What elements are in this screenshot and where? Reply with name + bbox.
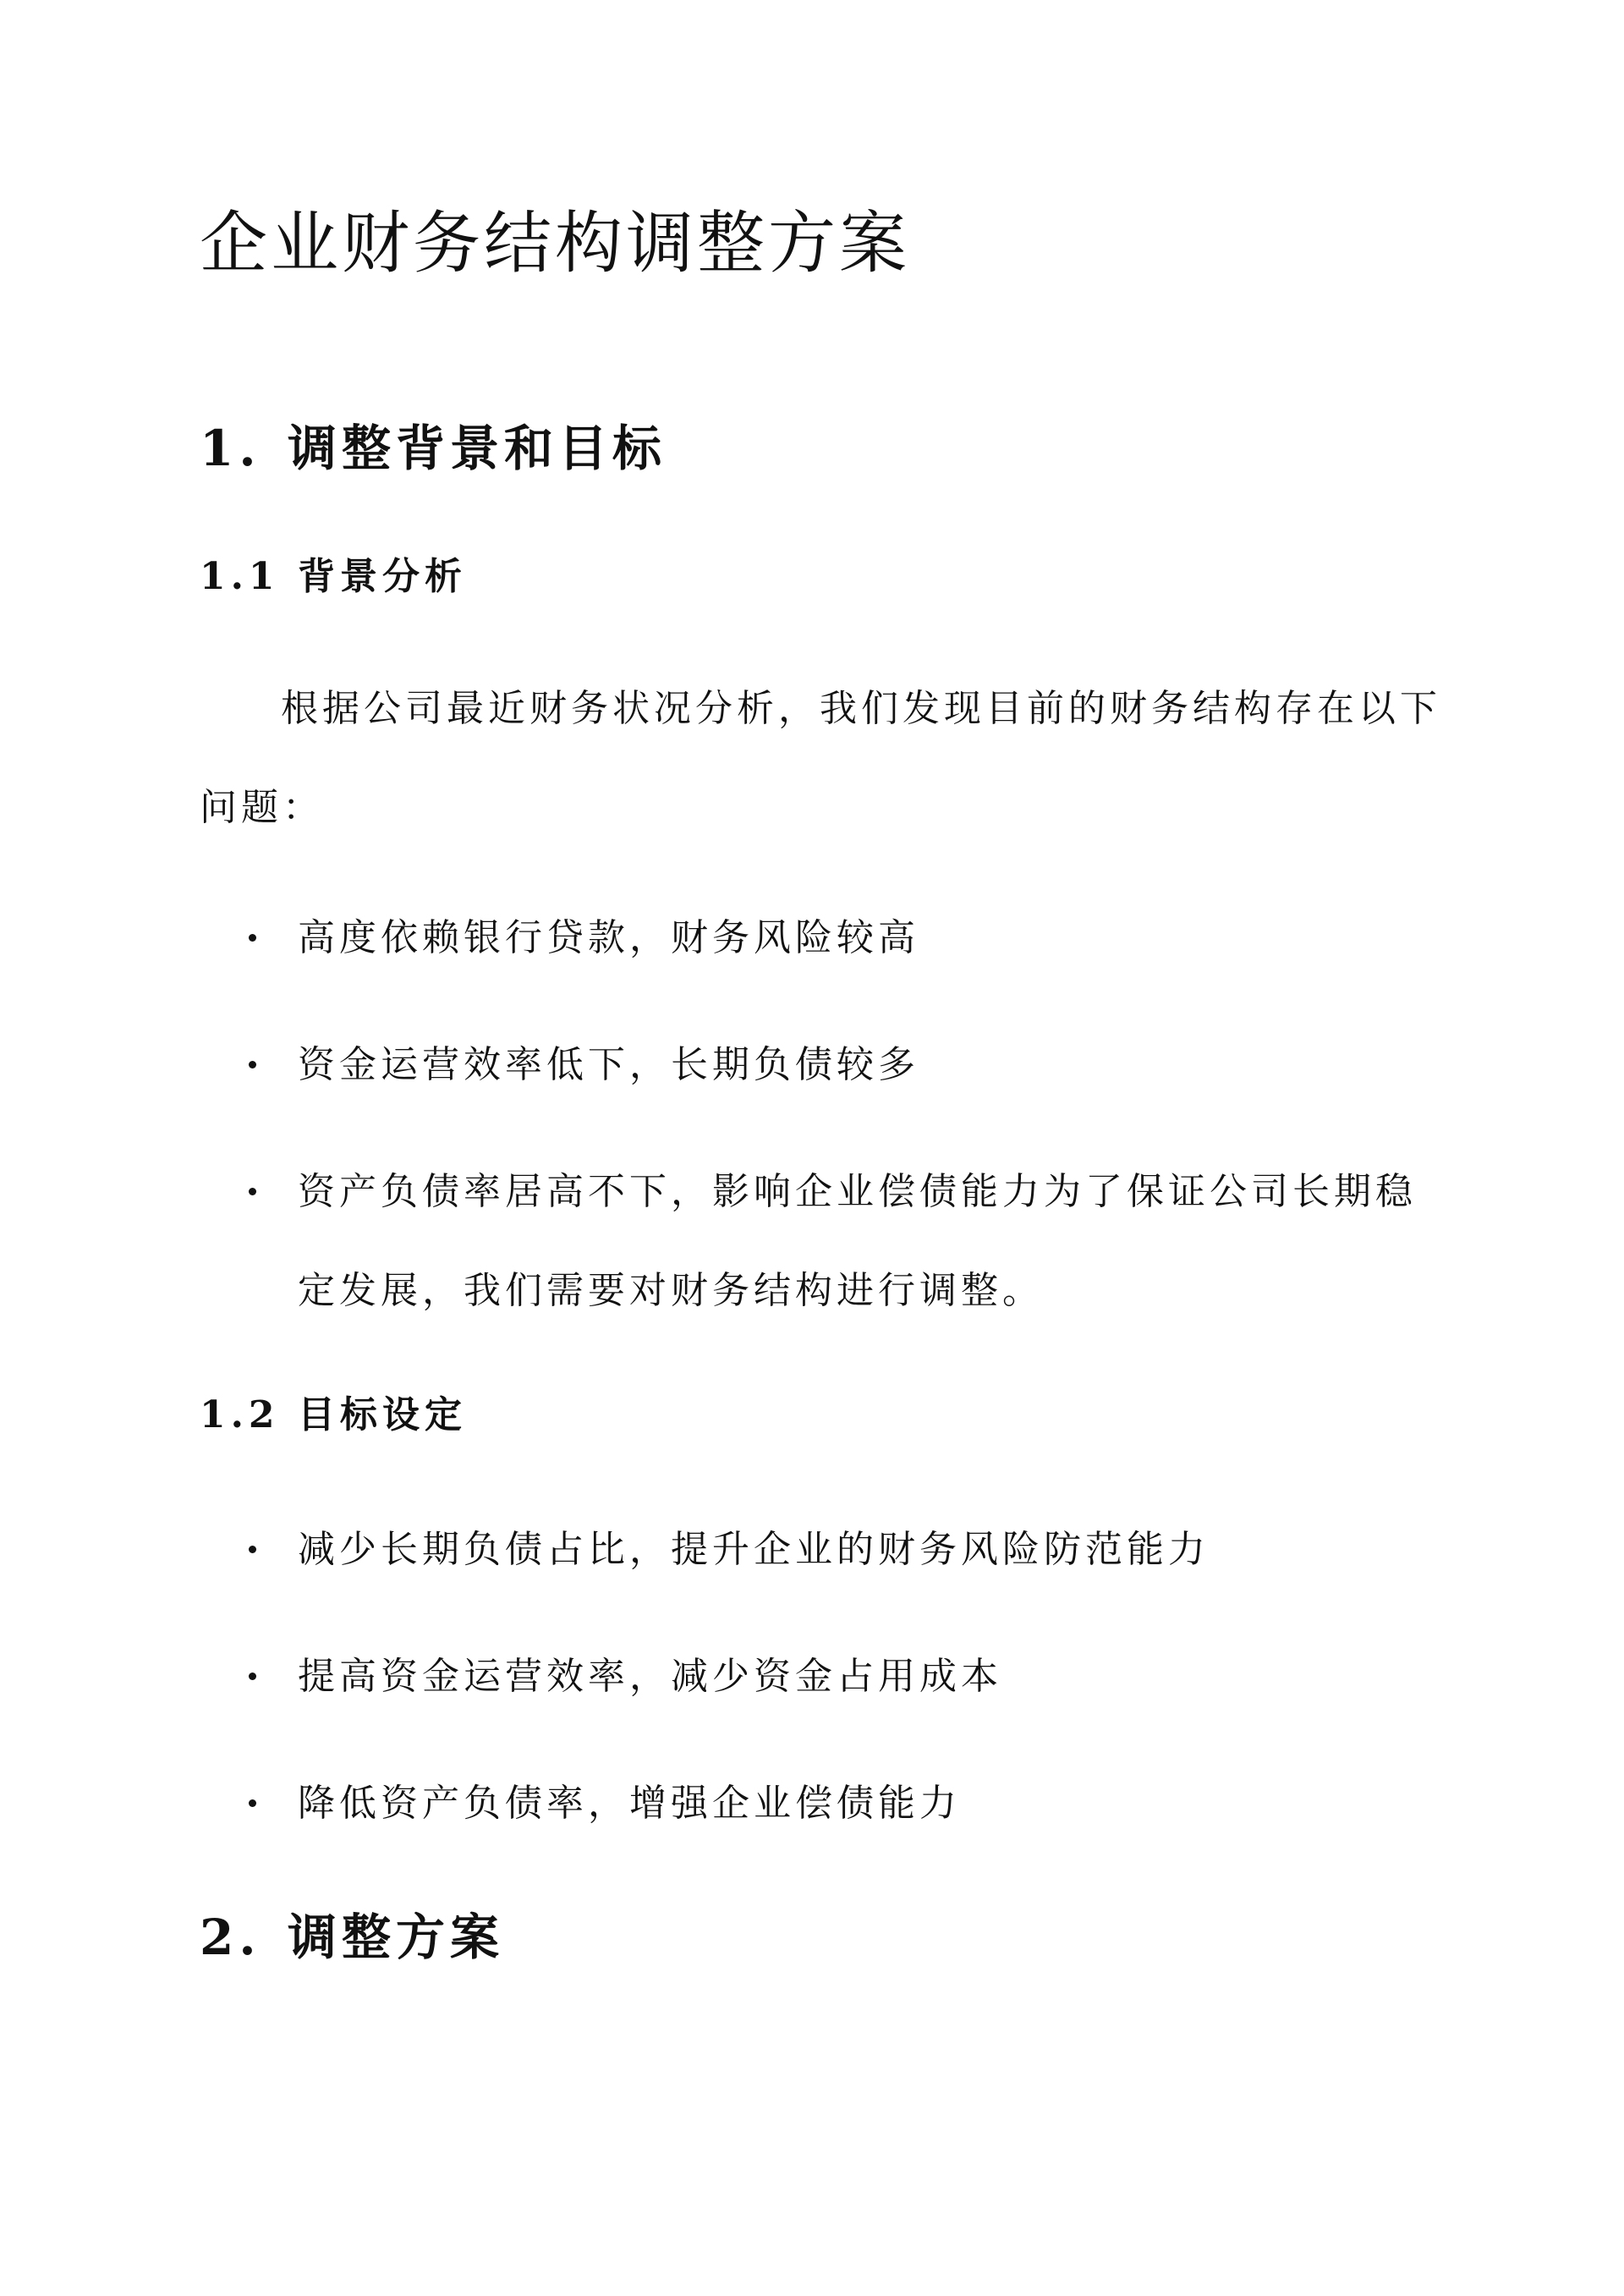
bullet-dot [249, 934, 256, 942]
background-issue-list [200, 888, 1451, 1340]
target-list [200, 1500, 1451, 1853]
subsection-heading-1-1 [200, 552, 467, 602]
list-item [200, 1500, 1451, 1599]
list-item [200, 1627, 1451, 1726]
bullet-dot [249, 1673, 256, 1680]
background-paragraph: 根据公司最近财务状况分析，我们发现目前的财务结构存在以下问题： [200, 687, 1441, 829]
section-number: 2. [200, 1909, 261, 1966]
bullet-dot [249, 1546, 256, 1553]
list-item [200, 1754, 1451, 1853]
list-item-text: 降低资产负债率，增强企业偿债能力 [298, 1782, 961, 1825]
subsection-title: 目标设定 [298, 1393, 467, 1436]
section-title: 调整背景和目标 [288, 420, 667, 477]
document-title: 企业财务结构调整方案 [200, 204, 910, 283]
bullet-dot [249, 1799, 256, 1807]
list-item-text: 提高资金运营效率，减少资金占用成本 [298, 1655, 1002, 1698]
list-item [200, 1142, 1451, 1340]
list-item-text: 资金运营效率低下，长期负债较多 [298, 1043, 919, 1086]
section-heading-1 [200, 415, 667, 482]
section-number: 1. [200, 420, 261, 477]
subsection-heading-1-2 [200, 1390, 467, 1441]
list-item-text: 资产负债率居高不下，影响企业偿债能力为了保证公司长期稳定发展，我们需要对财务结构进行调整。 [298, 1170, 1417, 1312]
section-title: 调整方案 [288, 1909, 505, 1966]
list-item [200, 888, 1451, 987]
list-item-text: 减少长期负债占比，提升企业的财务风险防范能力 [298, 1528, 1210, 1571]
section-heading-2 [200, 1903, 504, 1971]
bullet-dot [249, 1061, 256, 1068]
subsection-number: 1.2 [200, 1393, 280, 1436]
list-item-text: 高度依赖银行贷款，财务风险较高 [298, 916, 919, 959]
list-item [200, 1015, 1451, 1114]
bullet-dot [249, 1188, 256, 1195]
subsection-number: 1.1 [200, 555, 280, 598]
subsection-title: 背景分析 [298, 555, 467, 598]
